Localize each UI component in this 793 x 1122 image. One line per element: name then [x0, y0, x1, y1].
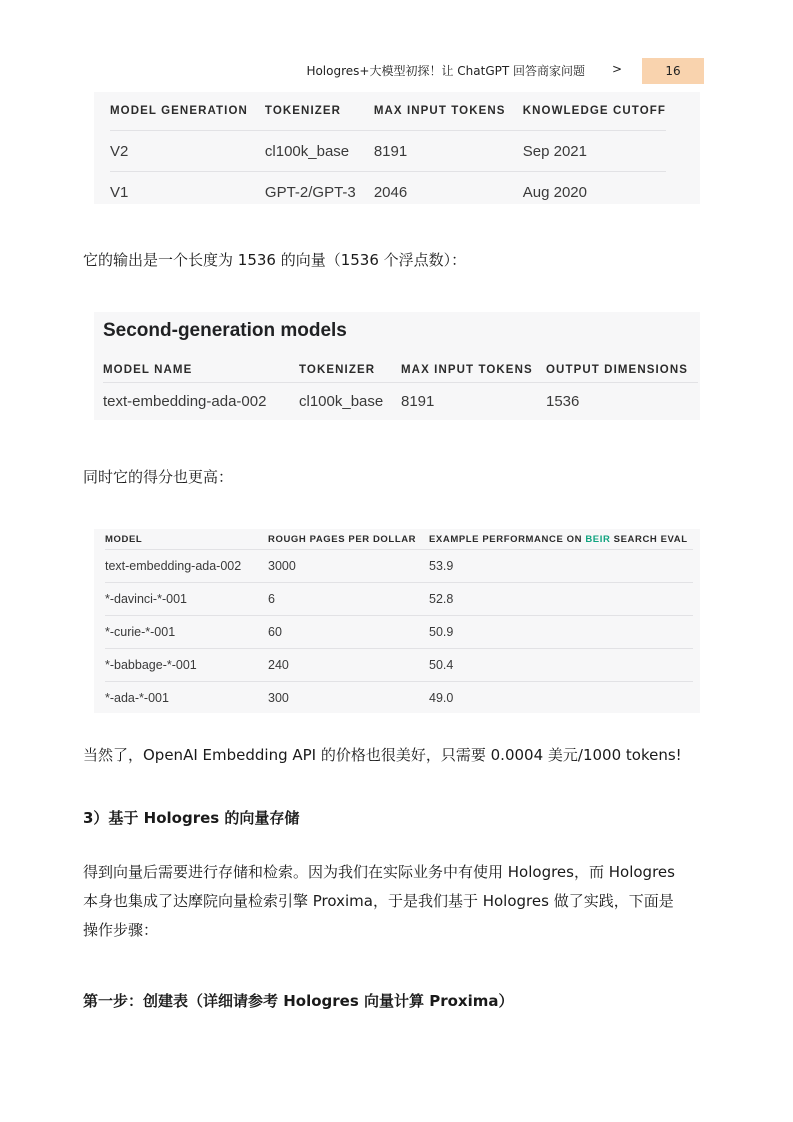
- panel-title: Second-generation models: [103, 320, 347, 341]
- paragraph-higher-score: 同时它的得分也更高：: [83, 468, 234, 486]
- model-generation-table-panel: [94, 92, 700, 204]
- model-performance-table: [105, 529, 693, 714]
- column-header: TOKENIZER: [299, 364, 376, 376]
- table-cell: 240: [268, 649, 429, 682]
- table-row: [105, 682, 693, 715]
- table-header-row: [105, 529, 693, 550]
- table-row: [105, 616, 693, 649]
- table-cell: Aug 2020: [523, 172, 666, 213]
- beir-link[interactable]: BEIR: [585, 533, 611, 545]
- table-cell: 60: [268, 616, 429, 649]
- table-cell: V2: [110, 131, 265, 172]
- model-performance-table-panel: [94, 529, 700, 713]
- table-cell: 6: [268, 583, 429, 616]
- paragraph-storage-intro-line2: 本身也集成了达摩院向量检索引擎 Proxima，于是我们基于 Hologres 做了实践，下面是: [83, 892, 674, 910]
- header-text: SEARCH EVAL: [610, 533, 688, 545]
- paragraph-output-vector: 它的输出是一个长度为 1536 的向量（1536 个浮点数）：: [83, 251, 467, 269]
- table-cell: 2046: [374, 172, 523, 213]
- table-cell: 53.9: [429, 550, 693, 583]
- column-header: MODEL NAME: [103, 364, 193, 376]
- column-header: OUTPUT DIMENSIONS: [546, 364, 689, 376]
- column-header: [429, 529, 693, 550]
- table-cell: *-ada-*-001: [105, 682, 268, 715]
- table-cell: 8191: [374, 131, 523, 172]
- table-cell: 8191: [401, 383, 546, 420]
- table-cell: 3000: [268, 550, 429, 583]
- column-header: MAX INPUT TOKENS: [373, 105, 506, 117]
- column-header: MODEL GENERATION: [110, 105, 248, 117]
- table-row: [105, 550, 693, 583]
- column-header: ROUGH PAGES PER DOLLAR: [268, 533, 417, 545]
- paragraph-storage-intro-line3: 操作步骤：: [83, 921, 159, 939]
- table-row: [105, 583, 693, 616]
- table-cell: V1: [110, 172, 265, 213]
- table-cell: cl100k_base: [265, 131, 374, 172]
- column-header: MODEL: [105, 533, 143, 545]
- table-cell: 50.9: [429, 616, 693, 649]
- model-generation-table: [110, 92, 666, 212]
- paragraph-storage-intro-line1: 得到向量后需要进行存储和检索。因为我们在实际业务中有使用 Hologres，而 Hologres: [83, 863, 675, 881]
- table-row: [110, 131, 666, 172]
- second-generation-models-panel: [94, 312, 700, 420]
- paragraph-pricing: 当然了，OpenAI Embedding API 的价格也很美好，只需要 0.0004 美元/1000 tokens!: [83, 746, 682, 764]
- table-cell: 49.0: [429, 682, 693, 715]
- section-heading-vector-storage: 3）基于 Hologres 的向量存储: [83, 809, 300, 827]
- column-header: MAX INPUT TOKENS: [401, 364, 533, 376]
- table-cell: GPT-2/GPT-3: [265, 172, 374, 213]
- table-cell: 52.8: [429, 583, 693, 616]
- table-cell: text-embedding-ada-002: [103, 383, 299, 420]
- step-one-heading: 第一步：创建表（详细请参考 Hologres 向量计算 Proxima）: [83, 992, 514, 1010]
- table-cell: *-davinci-*-001: [105, 583, 268, 616]
- table-row: [105, 649, 693, 682]
- table-header-row: [110, 92, 666, 131]
- second-generation-models-table: [103, 358, 698, 419]
- page-number: 16: [642, 58, 704, 84]
- table-cell: 300: [268, 682, 429, 715]
- column-header: TOKENIZER: [264, 105, 342, 117]
- header-separator: >: [612, 62, 623, 76]
- table-cell: Sep 2021: [523, 131, 666, 172]
- header-text: EXAMPLE PERFORMANCE ON: [429, 533, 586, 545]
- table-cell: 1536: [546, 383, 698, 420]
- table-cell: 50.4: [429, 649, 693, 682]
- table-cell: cl100k_base: [299, 383, 401, 420]
- page-header: [0, 58, 793, 84]
- table-cell: text-embedding-ada-002: [105, 550, 268, 583]
- table-row: [103, 383, 698, 420]
- table-header-row: [103, 358, 698, 383]
- table-cell: *-babbage-*-001: [105, 649, 268, 682]
- table-row: [110, 172, 666, 213]
- column-header: KNOWLEDGE CUTOFF: [522, 105, 666, 117]
- table-cell: *-curie-*-001: [105, 616, 268, 649]
- header-title: Hologres+大模型初探！让 ChatGPT 回答商家问题: [306, 64, 585, 78]
